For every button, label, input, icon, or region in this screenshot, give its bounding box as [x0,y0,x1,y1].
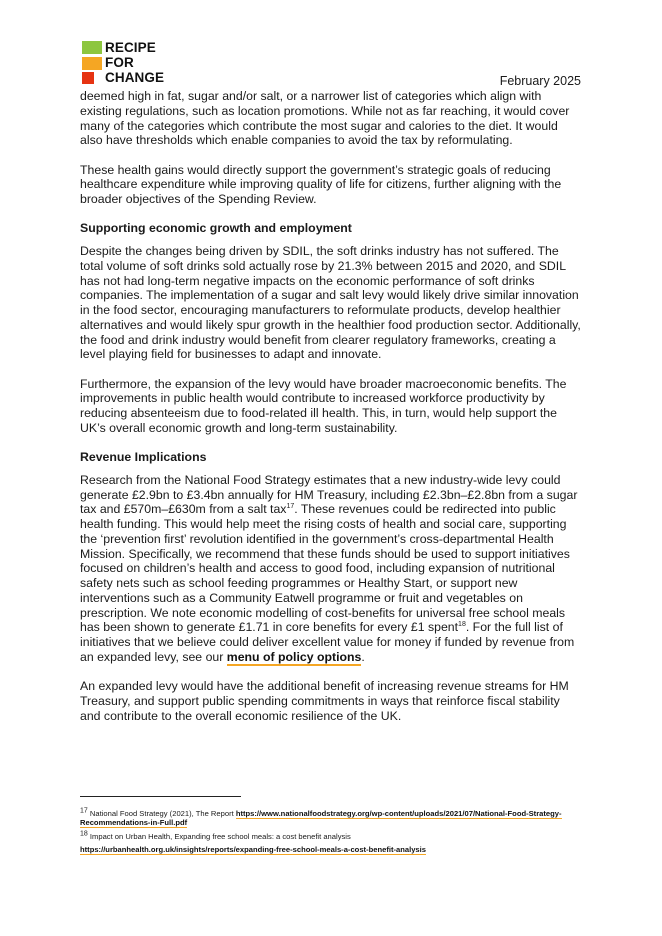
logo-green-bar [82,41,102,54]
logo-text-for: FOR [105,55,134,70]
footnote-18-link-line [80,845,582,854]
heading-revenue-implications: Revenue Implications [80,450,207,464]
footnote-ref-18[interactable]: 18 [458,621,466,629]
footnote-17 [80,809,582,828]
footnote-ref-17[interactable]: 17 [286,503,295,511]
document-date: February 2025 [499,74,581,88]
paragraph-macroeconomic-benefits: Furthermore, the expansion of the levy would have broader macroeconomic benefits. The improvements in public health would contribute to increased workforce productivity by reducing absenteeism due to food-related ill health. This, in turn, would help support the UK’s overall economic growth and long-term sustainability. [80,376,567,435]
footnote-18 [80,832,582,841]
paragraph-additional-benefit: An expanded levy would have the additional benefit of increasing revenue streams for HM Treasury, and support public spending commitments in ways that reinforce fiscal stability and contribute to the overall economic resilience of the UK. [80,679,569,723]
logo-text-change: CHANGE [105,70,165,85]
paragraph-soft-drinks-industry: Despite the changes being driven by SDIL, the soft drinks industry has not suffered. The total volume of soft drinks sold actually rose by 21.3% between 2015 and 2020, and SDIL has not had long-term negative impacts on the economic performance of soft drinks companies. The implementation of a sugar and salt levy would likely drive similar innovation in the food sector, encouraging manufacturers to reformulate products, develop healthier alternatives and would likely spur growth in the healthier food production sector. Additionally, the food and drink industry would benefit from clearer regulatory frameworks, creating a level playing field for businesses to adapt and innovate. [80,244,581,362]
revenue-text-part2: . These revenues could be redirected into public health funding. This would help meet the rising costs of health and social care, supporting the ‘prevention first’ revolution identified in the government’s cross-departmental Health Mission. Specifically, we recommend that these funds should be used to support initiatives focused on children’s health and access to good food, including expansion of nutritional safety nets such as school feeding programmes or Healthy Start, or support new interventions such as a Community Eatwell programme or fruit and vegetables on prescription. We note economic modelling of cost-benefits for universal free school meals has been shown to generate £1.71 in core benefits for every £1 spent [80,502,570,635]
logo-red-bar [82,72,94,84]
paragraph-health-gains: These health gains would directly support the government’s strategic goals of reducing healthcare expenditure while improving quality of life for citizens, further aligning with the broader objectives of the Spending Review. [80,162,562,206]
logo-orange-bar [82,57,102,70]
heading-economic-growth: Supporting economic growth and employment [80,221,352,236]
revenue-text-part3: . For the full list of initiatives that we believe could deliver excellent value for money if funded by revenue from an expanded levy, see our [80,620,575,664]
menu-of-policy-options-link[interactable]: menu of policy options [226,649,362,664]
footnote-18-number: 18 [80,830,88,838]
footnote-divider [80,796,241,797]
revenue-text-part1: Research from the National Food Strategy estimates that a new industry-wide levy could generate £2.9bn to £3.4bn annually for HM Treasury, including £2.3bn–£2.8bn from a sugar tax and £570m–£630m from a salt tax [80,472,578,517]
footnote-17-number: 17 [80,807,88,815]
footnote-18-text: Impact on Urban Health, Expanding free school meals: a cost benefit analysis [87,831,351,841]
footnote-17-link[interactable]: https://www.nationalfoodstrategy.org/wp-content/uploads/2021/07/National-Food-Strategy-Recommendations-in-Full.pdf [80,809,562,828]
footnote-18-link[interactable]: https://urbanhealth.org.uk/insights/reports/expanding-free-school-meals-a-cost-benefit-analysis [80,845,426,855]
logo-text-recipe: RECIPE [105,40,156,55]
recipe-for-change-logo [82,41,172,85]
main-content [80,89,582,738]
footnote-17-text: National Food Strategy (2021), The Report [87,809,236,818]
revenue-text-end: . [361,649,365,664]
paragraph-revenue-research [80,473,582,665]
paragraph-reformulation: deemed high in fat, sugar and/or salt, or a narrower list of categories which align with existing regulations, such as location promotions. While not as far reaching, it would cover many of the categories which contribute the most sugar and calories to the diet. It would also have thresholds which enable companies to avoid the tax by reformulating. [80,89,570,148]
footnotes [80,809,582,859]
